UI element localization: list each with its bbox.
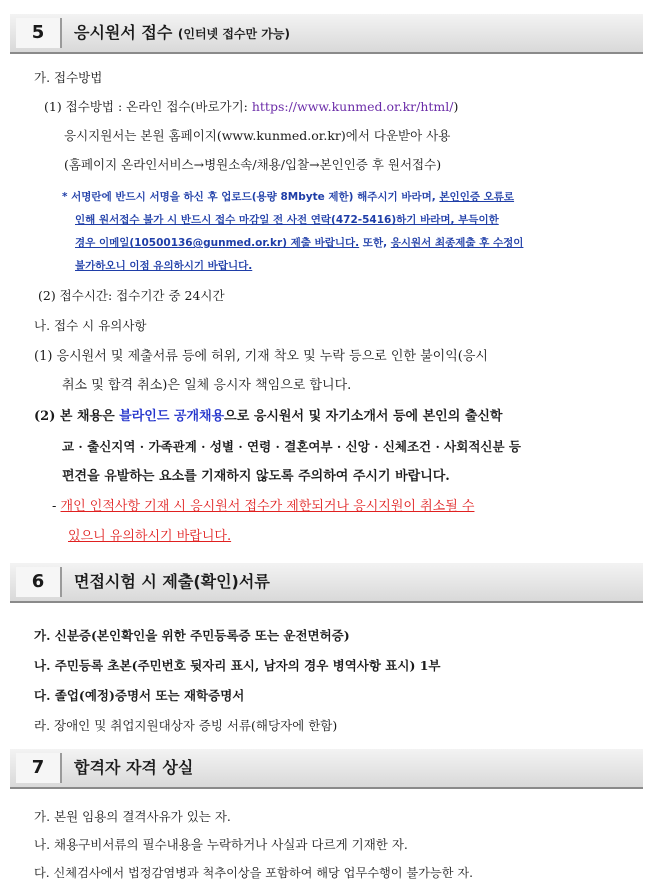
section-number: 7 [16,753,62,783]
subheading-apply-method: 가. 접수방법 [34,70,103,85]
section-7-header [10,749,643,789]
blind-hiring-highlight: 블라인드 공개채용 [119,409,225,424]
section-title-text: 응시원서 접수 [74,23,173,42]
disqualify-item: 가. 본원 임용의 결격사유가 있는 자. [34,809,231,824]
caution-2-line: 편견을 유발하는 요소를 기재하지 않도록 주의하여 주시기 바랍니다. [62,469,450,484]
caution-2-line: (2) 본 채용은 블라인드 공개채용으로 응시원서 및 자기소개서 등에 본인의 출신학 [34,409,503,424]
warning-line: - 개인 인적사항 기재 시 응시원서 접수가 제한되거나 응시지원이 취소될 수 [52,499,475,514]
notice-line: 경우 이메일(10500136@gunmed.or.kr) 제출 바랍니다. 또한, 응시원서 최종제출 후 수정이 [75,237,524,249]
section-number: 5 [16,18,62,48]
doc-item: 나. 주민등록 초본(주민번호 뒷자리 표시, 남자의 경우 병역사항 표시) 1부 [34,658,441,673]
doc-item: 다. 졸업(예정)증명서 또는 재학증명서 [34,688,245,703]
notice-line: 인해 원서접수 불가 시 반드시 접수 마감일 전 사전 연락(472-5416)하기 바라며, 부득이한 [75,214,499,226]
caution-1-line: 취소 및 합격 취소)은 일체 응시자 책임으로 합니다. [62,378,352,393]
apply-time: (2) 접수시간: 접수기간 중 24시간 [38,288,225,303]
disqualify-item: 나. 채용구비서류의 필수내용을 누락하거나 사실과 다르게 기재한 자. [34,837,408,852]
apply-form-info: 응시지원서는 본원 홈페이지(www.kunmed.or.kr)에서 다운받아 사용 [64,128,451,143]
apply-method-suffix: ) [453,99,459,114]
section-5-header [10,14,643,54]
section-title [74,14,290,53]
caution-1-line: (1) 응시원서 및 제출서류 등에 허위, 기재 착오 및 누락 등으로 인한 불이익(응시 [34,349,488,364]
warning-line: 있으니 유의하시기 바랍니다. [68,529,232,544]
section-title: 합격자 자격 상실 [74,758,194,777]
subheading-cautions: 나. 접수 시 유의사항 [34,318,147,333]
apply-method-prefix: (1) 접수방법 : 온라인 접수(바로가기: [44,99,252,114]
notice-line: 불가하오니 이점 유의하시기 바랍니다. [75,260,253,272]
notice-line: * 서명란에 반드시 서명을 하신 후 업로드(용량 8Mbyte 제한) 해주시기 바라며, 본인인증 오류로 [62,191,515,203]
apply-path-info: (홈페이지 온라인서비스→병원소속/채용/입찰→본인인증 후 원서접수) [64,157,442,172]
doc-item: 라. 장애인 및 취업지원대상자 증빙 서류(해당자에 한함) [34,718,338,733]
apply-link[interactable]: https://www.kunmed.or.kr/html/ [251,99,454,114]
caution-2-line: 교 · 출신지역 · 가족관계 · 성별 · 연령 · 결혼여부 · 신앙 · 신체조건 · 사회적신분 등 [62,439,521,454]
section-title: 면접시험 시 제출(확인)서류 [74,572,270,591]
section-6-header [10,563,643,603]
section-number: 6 [16,567,62,597]
doc-item: 가. 신분증(본인확인을 위한 주민등록증 또는 운전면허증) [34,628,350,643]
disqualify-item: 다. 신체검사에서 법정감염병과 척추이상을 포함하여 해당 업무수행이 불가능한 자. [34,866,474,880]
apply-method-line [44,98,458,116]
section-title-sub: (인터넷 접수만 가능) [177,27,290,41]
